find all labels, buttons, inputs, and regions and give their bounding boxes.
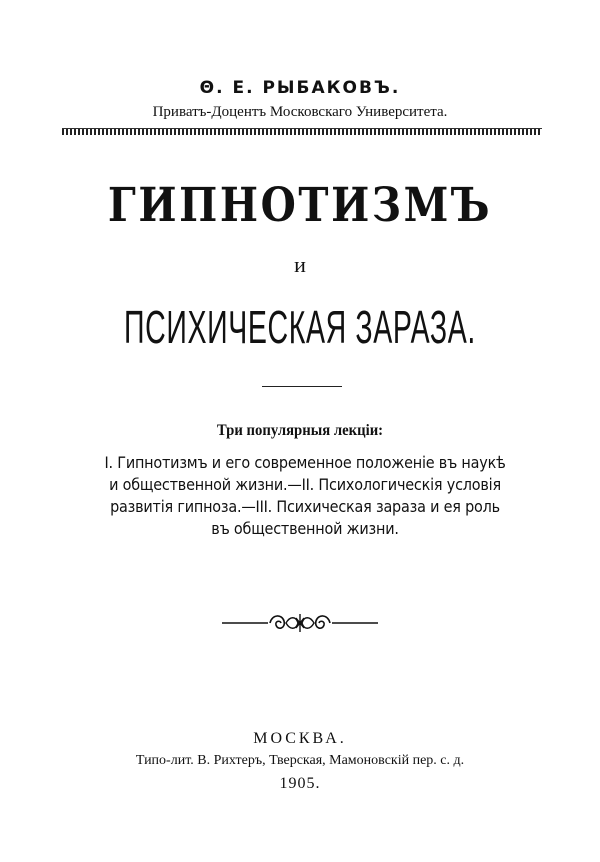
printer-info: Типо-лит. В. Рихтеръ, Тверская, Мамоновскій пер. с. д. [135, 753, 465, 768]
main-title: ГИПНОТИЗМЪ [107, 178, 493, 233]
lecture-line: I. Гипнотизмъ и его современное положеніе въ наукѣ [104, 453, 506, 472]
publication-city: МОСКВА. [253, 730, 347, 747]
author-name: Θ. Е. РЫБАКОВЪ. [199, 78, 401, 98]
author-affiliation: Приватъ-Доцентъ Московскаго Университета. [152, 104, 448, 120]
lecture-line: развитія гипноза.—III. Психическая зараза и ея роль [110, 497, 500, 516]
lecture-line: и общественной жизни.—II. Психологическія условія [109, 475, 501, 494]
secondary-title: ПСИХИЧЕСКАЯ ЗАРАЗА. [124, 301, 476, 353]
publication-year: 1905. [279, 775, 321, 792]
short-divider [262, 386, 342, 387]
floral-ornament-icon [220, 608, 380, 638]
lecture-line: въ общественной жизни. [211, 519, 399, 538]
lectures-description [84, 452, 526, 540]
title-conjunction: и [294, 252, 306, 277]
lectures-heading: Три популярныя лекціи: [216, 422, 384, 439]
dotted-divider [62, 128, 542, 135]
